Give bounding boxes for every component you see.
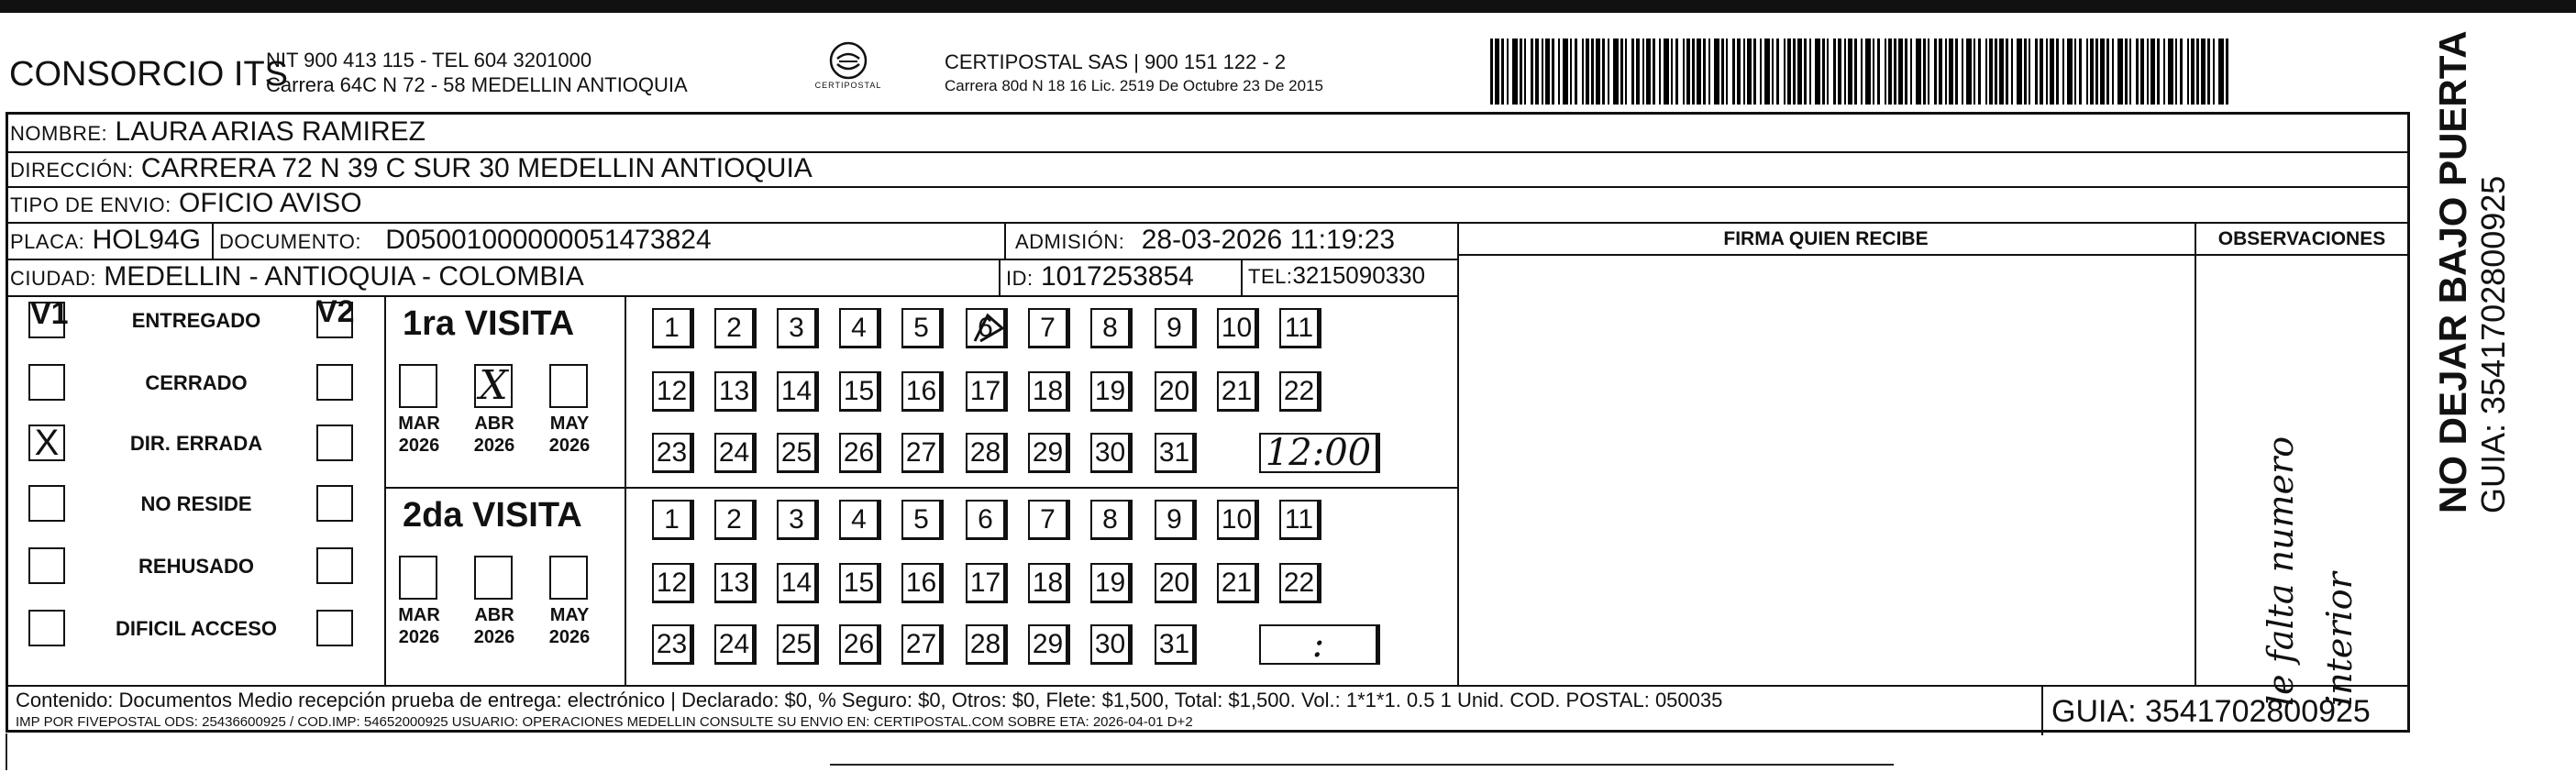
month-label	[390, 604, 448, 648]
month-checkbox[interactable]	[399, 364, 437, 408]
day-box[interactable]: 4	[839, 500, 881, 540]
status-label: DIR. ERRADA	[129, 432, 263, 455]
month-label	[540, 413, 599, 457]
day-box[interactable]: 30	[1090, 433, 1133, 473]
day-box[interactable]: 14	[777, 563, 819, 603]
day-box[interactable]: 24	[714, 624, 757, 665]
day-box[interactable]: 22	[1279, 371, 1321, 412]
observaciones-hand-line: interior	[2319, 572, 2360, 706]
barcode	[1490, 39, 2233, 105]
imp-text: IMP POR FIVEPOSTAL ODS: 25436600925 / COD.IMP: 54652000925 USUARIO: OPERACIONES MEDELLIN CONSULTE SU ENVIO EN: CERTIPOSTAL.COM SOBRE ETA: 2026-04-01 D+2	[16, 714, 1193, 730]
day-box[interactable]: 28	[966, 624, 1008, 665]
day-box[interactable]: 3	[777, 308, 819, 348]
v2-checkbox[interactable]	[316, 302, 353, 338]
tipo-envio-label: TIPO DE ENVIO:	[10, 193, 171, 216]
tel-row	[1248, 261, 1425, 290]
day-box[interactable]: 11	[1279, 308, 1321, 348]
month-name: ABR	[474, 414, 514, 434]
id-label: ID:	[1006, 267, 1034, 290]
v1-checkbox[interactable]	[28, 547, 65, 584]
month-label	[465, 413, 524, 457]
observaciones-handwritten	[2251, 436, 2369, 706]
nombre-label: NOMBRE:	[10, 122, 108, 145]
day-box[interactable]: 15	[839, 563, 881, 603]
carrier-line: CERTIPOSTAL SAS | 900 151 122 - 2	[945, 50, 1287, 73]
day-box[interactable]: 16	[901, 563, 944, 603]
day-box[interactable]: 31	[1155, 624, 1197, 665]
day-box[interactable]: 20	[1155, 371, 1197, 412]
side-warning: NO DEJAR BAJO PUERTA	[2431, 30, 2474, 513]
day-box[interactable]: 3	[777, 500, 819, 540]
month-name: ABR	[474, 605, 514, 625]
status-label: NO RESIDE	[140, 492, 252, 515]
day-box[interactable]: 4	[839, 308, 881, 348]
day-box[interactable]: 13	[714, 563, 757, 603]
v2-header: V2	[316, 294, 355, 329]
day-box[interactable]: 23	[652, 433, 694, 473]
day-box[interactable]: 10	[1217, 500, 1259, 540]
ciudad-label: CIUDAD:	[10, 267, 96, 290]
documento-value: D05001000000051473824	[385, 225, 712, 255]
admision-label: ADMISIÓN:	[1015, 230, 1125, 253]
placa-row	[10, 225, 201, 256]
month-name: MAR	[398, 605, 440, 625]
documento-label: DOCUMENTO:	[219, 230, 361, 253]
ciudad-value: MEDELLIN - ANTIOQUIA - COLOMBIA	[104, 261, 584, 292]
contenido-text: Contenido: Documentos Medio recepción prueba de entrega: electrónico | Declarado: $0, % Seguro: $0, Otros: $0, Flete: $1,500, Total: $1,500. Vol.: 1*1*1. 0.5 1 Unid. COD. POSTAL: 050035	[16, 689, 1723, 711]
month-label	[540, 604, 599, 648]
day-box[interactable]: 2	[714, 500, 757, 540]
day-box[interactable]: 18	[1028, 371, 1070, 412]
id-row	[1006, 261, 1194, 292]
day-box[interactable]: 27	[901, 624, 944, 665]
v1-checkbox[interactable]: X	[28, 425, 65, 461]
day-box[interactable]: 17	[966, 563, 1008, 603]
day-box[interactable]: 17	[966, 371, 1008, 412]
visit-title: 1ra VISITA	[403, 304, 575, 343]
status-label: DIFICIL ACCESO	[115, 617, 277, 640]
day-box[interactable]: 21	[1217, 371, 1259, 412]
logo-text: CERTIPOSTAL	[814, 81, 882, 90]
day-box[interactable]: 16	[901, 371, 944, 412]
day-box[interactable]: 2	[714, 308, 757, 348]
day-box[interactable]: 12	[652, 563, 694, 603]
v2-checkbox[interactable]	[316, 610, 353, 646]
day-box[interactable]: 19	[1090, 371, 1133, 412]
admision-value: 28-03-2026 11:19:23	[1141, 225, 1396, 255]
month-year: 2026	[548, 436, 591, 456]
day-box[interactable]: 25	[777, 433, 819, 473]
placa-value: HOL94G	[92, 225, 201, 255]
day-box[interactable]: 10	[1217, 308, 1259, 348]
company-name: CONSORCIO ITS	[9, 55, 289, 94]
day-box[interactable]: 29	[1028, 624, 1070, 665]
status-label: ENTREGADO	[131, 309, 261, 332]
day-box[interactable]: 11	[1279, 500, 1321, 540]
month-year: 2026	[548, 627, 591, 647]
v1-checkbox[interactable]	[28, 610, 65, 646]
observaciones-hand-line: le falta numero	[2261, 436, 2301, 706]
day-box[interactable]: 6	[966, 308, 1008, 348]
v1-checkbox[interactable]	[28, 302, 65, 338]
v1-checkbox[interactable]	[28, 364, 65, 401]
v1-header: V1	[30, 296, 69, 331]
logo-emblem-icon	[828, 40, 868, 81]
day-box[interactable]: 22	[1279, 563, 1321, 603]
day-box[interactable]: 7	[1028, 308, 1070, 348]
month-label	[465, 604, 524, 648]
id-value: 1017253854	[1040, 261, 1194, 292]
month-name: MAR	[398, 414, 440, 434]
day-box[interactable]: 13	[714, 371, 757, 412]
day-box[interactable]: 7	[1028, 500, 1070, 540]
admision-row	[1015, 225, 1395, 256]
tel-value: 3215090330	[1292, 261, 1426, 289]
visit-title: 2da VISITA	[403, 496, 582, 535]
side-guia: GUIA: 3541702800925	[2474, 175, 2512, 513]
delivery-form	[6, 112, 2410, 733]
month-year: 2026	[398, 627, 440, 647]
day-box[interactable]: 26	[839, 433, 881, 473]
day-box[interactable]: 20	[1155, 563, 1197, 603]
day-box[interactable]: 24	[714, 433, 757, 473]
day-box[interactable]: 19	[1090, 563, 1133, 603]
nombre-value: LAURA ARIAS RAMIREZ	[115, 116, 426, 147]
month-checkbox[interactable]	[549, 364, 588, 408]
day-box[interactable]: 6	[966, 500, 1008, 540]
time-box[interactable]: :	[1259, 624, 1380, 665]
day-box[interactable]: 27	[901, 433, 944, 473]
v1-checkbox[interactable]	[28, 485, 65, 522]
carrier-info	[945, 50, 1323, 98]
v2-checkbox[interactable]	[316, 364, 353, 401]
carrier-license: Carrera 80d N 18 16 Lic. 2519 De Octubre 23 De 2015	[945, 77, 1323, 94]
documento-row	[219, 225, 712, 256]
month-year: 2026	[473, 436, 515, 456]
day-check-mark-icon	[969, 310, 1006, 347]
certipostal-logo	[807, 40, 890, 105]
month-label	[390, 413, 448, 457]
nit-line: NIT 900 413 115 - TEL 604 3201000	[266, 49, 592, 72]
day-box[interactable]: 28	[966, 433, 1008, 473]
day-box[interactable]: 29	[1028, 433, 1070, 473]
observaciones-title: OBSERVACIONES	[2217, 228, 2386, 249]
month-year: 2026	[398, 436, 440, 456]
tipo-envio-value: OFICIO AVISO	[179, 188, 362, 218]
day-box[interactable]: 30	[1090, 624, 1133, 665]
side-label	[2433, 30, 2514, 513]
day-box[interactable]: 14	[777, 371, 819, 412]
day-box[interactable]: 5	[901, 308, 944, 348]
v2-checkbox[interactable]	[316, 485, 353, 522]
nombre-row	[10, 116, 426, 148]
day-box[interactable]: 5	[901, 500, 944, 540]
month-name: MAY	[549, 605, 590, 625]
month-checkbox[interactable]	[399, 556, 437, 600]
month-year: 2026	[473, 627, 515, 647]
tel-label: TEL:	[1248, 265, 1293, 288]
top-black-bar	[0, 0, 2576, 13]
day-box[interactable]: 8	[1090, 308, 1133, 348]
direccion-value: CARRERA 72 N 39 C SUR 30 MEDELLIN ANTIOQUIA	[140, 153, 813, 183]
day-box[interactable]: 12	[652, 371, 694, 412]
placa-label: PLACA:	[10, 230, 85, 253]
v2-checkbox[interactable]	[316, 425, 353, 461]
day-box[interactable]: 18	[1028, 563, 1070, 603]
bottom-rule	[830, 764, 1894, 766]
status-label: CERRADO	[145, 371, 248, 394]
tipo-envio-row	[10, 188, 362, 219]
guia-number: GUIA: 3541702800925	[2051, 694, 2371, 729]
month-checkbox[interactable]: X	[474, 364, 513, 408]
day-box[interactable]: 23	[652, 624, 694, 665]
direccion-row	[10, 153, 813, 184]
month-name: MAY	[549, 414, 590, 434]
day-box[interactable]: 9	[1155, 308, 1197, 348]
day-box[interactable]: 1	[652, 500, 694, 540]
v2-checkbox[interactable]	[316, 547, 353, 584]
bottom-tick	[6, 733, 7, 770]
month-checkbox[interactable]	[474, 556, 513, 600]
day-box[interactable]: 26	[839, 624, 881, 665]
ciudad-row	[10, 261, 584, 292]
day-box[interactable]: 8	[1090, 500, 1133, 540]
day-box[interactable]: 9	[1155, 500, 1197, 540]
direccion-label: DIRECCIÓN:	[10, 159, 134, 182]
time-box[interactable]: 12:00	[1259, 433, 1380, 473]
firma-title: FIRMA QUIEN RECIBE	[1723, 228, 1929, 249]
day-box[interactable]: 15	[839, 371, 881, 412]
day-box[interactable]: 31	[1155, 433, 1197, 473]
company-address: Carrera 64C N 72 - 58 MEDELLIN ANTIOQUIA	[266, 73, 688, 96]
day-box[interactable]: 21	[1217, 563, 1259, 603]
day-box[interactable]: 1	[652, 308, 694, 348]
month-checkbox[interactable]	[549, 556, 588, 600]
status-label: REHUSADO	[138, 555, 254, 578]
day-box[interactable]: 25	[777, 624, 819, 665]
company-info	[266, 48, 688, 97]
